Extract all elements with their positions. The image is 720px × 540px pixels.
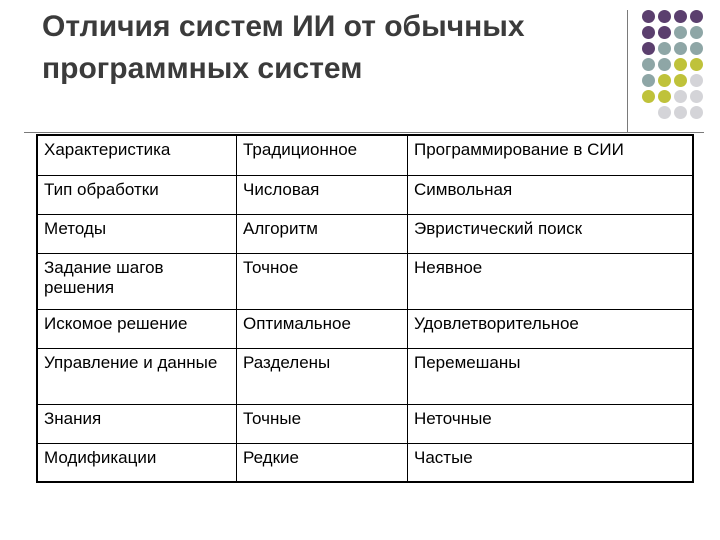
slide-title: Отличия систем ИИ от обычных программных систем bbox=[42, 10, 525, 85]
decor-dot bbox=[690, 58, 703, 71]
cell-traditional: Точные bbox=[237, 404, 408, 443]
divider-vertical bbox=[627, 10, 628, 132]
decor-dot bbox=[690, 90, 703, 103]
decor-dot bbox=[658, 42, 671, 55]
table-row bbox=[37, 309, 693, 348]
cell-characteristic: Тип обработки bbox=[37, 175, 237, 214]
decor-dot bbox=[674, 10, 687, 23]
cell-characteristic: Методы bbox=[37, 214, 237, 253]
decor-dot bbox=[674, 58, 687, 71]
decor-dot bbox=[690, 10, 703, 23]
cell-characteristic: Управление и данные bbox=[37, 348, 237, 404]
header-traditional: Традиционное bbox=[237, 135, 408, 175]
decor-dot bbox=[658, 26, 671, 39]
comparison-table bbox=[36, 134, 694, 483]
cell-characteristic: Знания bbox=[37, 404, 237, 443]
decor-dot bbox=[642, 58, 655, 71]
table-row bbox=[37, 175, 693, 214]
decor-dot bbox=[642, 26, 655, 39]
cell-characteristic: Задание шагов решения bbox=[37, 253, 237, 309]
decor-dot bbox=[658, 106, 671, 119]
cell-traditional: Разделены bbox=[237, 348, 408, 404]
table-row bbox=[37, 253, 693, 309]
cell-traditional: Числовая bbox=[237, 175, 408, 214]
decor-dot bbox=[658, 74, 671, 87]
decor-dot bbox=[690, 106, 703, 119]
cell-ai: Неточные bbox=[408, 404, 694, 443]
cell-ai: Удовлетворительное bbox=[408, 309, 694, 348]
table-row bbox=[37, 214, 693, 253]
decor-dot bbox=[674, 74, 687, 87]
decor-dot bbox=[642, 74, 655, 87]
header-characteristic: Характеристика bbox=[37, 135, 237, 175]
decor-dot bbox=[642, 10, 655, 23]
cell-traditional: Оптимальное bbox=[237, 309, 408, 348]
table-row bbox=[37, 404, 693, 443]
table-row bbox=[37, 348, 693, 404]
cell-ai: Частые bbox=[408, 443, 694, 482]
cell-traditional: Редкие bbox=[237, 443, 408, 482]
table-row bbox=[37, 443, 693, 482]
cell-ai: Неявное bbox=[408, 253, 694, 309]
decor-dot bbox=[642, 42, 655, 55]
decor-dot bbox=[674, 26, 687, 39]
decorative-dot-grid bbox=[640, 8, 702, 118]
decor-dot bbox=[674, 106, 687, 119]
decor-dot bbox=[658, 58, 671, 71]
decor-dot bbox=[690, 74, 703, 87]
cell-characteristic: Искомое решение bbox=[37, 309, 237, 348]
cell-traditional: Точное bbox=[237, 253, 408, 309]
cell-ai: Символьная bbox=[408, 175, 694, 214]
decor-dot bbox=[674, 90, 687, 103]
decor-dot bbox=[690, 42, 703, 55]
decor-dot bbox=[658, 10, 671, 23]
table-header-row bbox=[37, 135, 693, 175]
cell-characteristic: Модификации bbox=[37, 443, 237, 482]
divider-horizontal bbox=[24, 132, 704, 133]
cell-ai: Перемешаны bbox=[408, 348, 694, 404]
header-ai-programming: Программирование в СИИ bbox=[408, 135, 694, 175]
cell-traditional: Алгоритм bbox=[237, 214, 408, 253]
decor-dot bbox=[642, 90, 655, 103]
decor-dot bbox=[658, 90, 671, 103]
cell-ai: Эвристический поиск bbox=[408, 214, 694, 253]
decor-dot bbox=[674, 42, 687, 55]
decor-dot bbox=[690, 26, 703, 39]
